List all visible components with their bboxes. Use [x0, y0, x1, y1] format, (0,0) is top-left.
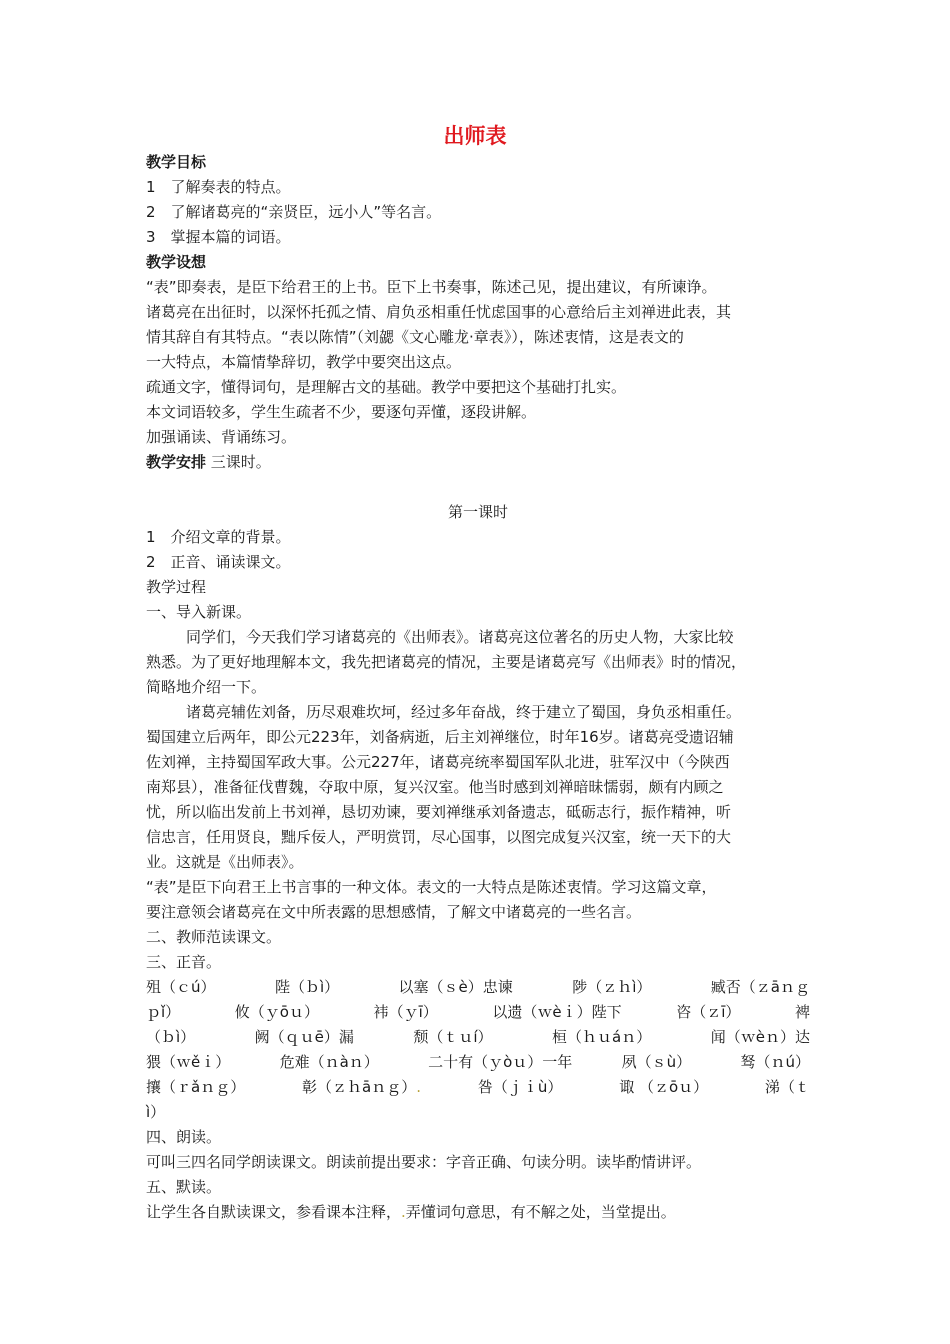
section-heading: 一、导入新课。 — [146, 603, 252, 621]
arrangement-text: 三课时。 — [206, 453, 271, 471]
document-body — [146, 150, 810, 1225]
pinyin-item: 诹 （ｚōｕ） — [619, 1078, 709, 1096]
intro-line: 简略地介绍一下。 — [146, 678, 267, 696]
design-line: “表”即奏表，是臣下给君王的上书。臣下上书奏事，陈述己见，提出建议，有所谏诤。 — [146, 278, 717, 296]
section-heading: 五、默读。 — [146, 1178, 222, 1196]
design-line: 疏通文字，懂得词句，是理解古文的基础。教学中要把这个基础打扎实。 — [146, 378, 627, 396]
spacer — [146, 475, 810, 500]
section-heading: 二、教师范读课文。 — [146, 928, 282, 946]
pinyin-item: 咎（ｊｉù） — [477, 1078, 563, 1096]
section-heading: 三、正音。 — [146, 953, 222, 971]
pinyin-item: 彰（ｚｈāｎｇ） — [302, 1078, 417, 1096]
design-line: 诸葛亮在出征时，以深怀托孤之情、肩负丞相重任忧虑国事的心意给后主刘禅进此表，其 — [146, 303, 732, 321]
pinyin-item: 咨（ｚī） — [676, 1003, 741, 1021]
background-line: 业。这就是《出师表》。 — [146, 853, 304, 871]
pinyin-item: 殂（ｃú） — [146, 978, 216, 996]
pinyin-item: （ｂì） — [146, 1028, 196, 1046]
goal-item: 3 掌握本篇的词语。 — [146, 228, 291, 246]
pinyin-item: 以塞（ｓè）忠谏 — [398, 978, 513, 996]
section-heading: 四、朗读。 — [146, 1128, 222, 1146]
pinyin-row — [146, 1075, 810, 1100]
pinyin-item: 颓（ｔｕí） — [413, 1028, 493, 1046]
silent-read-part: 弄懂词句意思，有不解之处，当堂提出。 — [405, 1203, 676, 1221]
background-line: 忧，所以临出发前上书刘禅，恳切劝谏，要刘禅继承刘备遗志，砥砺志行，振作精神，听 — [146, 803, 732, 821]
pinyin-item: 攘（ｒǎｎｇ） — [146, 1078, 246, 1096]
design-line: 情其辞自有其特点。“表以陈情”（刘勰《文心雕龙·章表》），陈述衷情，这是表文的 — [146, 328, 684, 346]
background-line: 佐刘禅，主持蜀国军政大事。公元227年，诸葛亮统率蜀国军队北进，驻军汉中（今陕西 — [146, 753, 730, 771]
pinyin-item: 阙（ｑｕē）漏 — [254, 1028, 354, 1046]
pinyin-item: 桓（ｈｕáｎ） — [552, 1028, 652, 1046]
lesson-goal: 1 介绍文章的背景。 — [146, 528, 291, 546]
goals-heading: 教学目标 — [146, 153, 207, 171]
background-line: 信忠言，任用贤良，黜斥佞人，严明赏罚，尽心国事，以图完成复兴汉室，统一天下的大 — [146, 828, 732, 846]
pinyin-row — [146, 1000, 810, 1025]
silent-read-line — [146, 1200, 810, 1225]
pinyin-item-with-dot — [302, 1075, 421, 1100]
goal-item: 1 了解奏表的特点。 — [146, 178, 291, 196]
pinyin-row — [146, 1050, 810, 1075]
pinyin-item: 驽（ｎú） — [740, 1053, 810, 1071]
intro-line: 熟悉。为了更好地理解本文，我先把诸葛亮的情况，主要是诸葛亮写《出师表》时的情况， — [146, 653, 747, 671]
stray-dot: . — [401, 1203, 406, 1221]
pinyin-item: 以遗（ｗèｉ）陛下 — [492, 1003, 622, 1021]
lesson-heading: 第一课时 — [447, 503, 508, 521]
pinyin-item: 夙（ｓù） — [621, 1053, 692, 1071]
biao-line: 要注意领会诸葛亮在文中所表露的思想感情，了解文中诸葛亮的一些名言。 — [146, 903, 642, 921]
pinyin-row — [146, 1025, 810, 1050]
biao-line: “表”是臣下向君王上书言事的一种文体。表文的一大特点是陈述衷情。学习这篇文章， — [146, 878, 717, 896]
pinyin-item: 涕（ｔ — [764, 1078, 810, 1096]
pinyin-item: 陛（ｂì） — [274, 978, 340, 996]
background-line: 蜀国建立后两年，即公元223年，刘备病逝，后主刘禅继位，时年16岁。诸葛亮受遗诏辅 — [146, 728, 734, 746]
pinyin-item: ì） — [146, 1103, 166, 1121]
design-line: 加强诵读、背诵练习。 — [146, 428, 297, 446]
pinyin-item: ｐǐ） — [146, 1003, 181, 1021]
silent-read-part: 让学生各自默读课文，参看课本注释， — [146, 1203, 402, 1221]
pinyin-item: 攸（ｙōｕ） — [234, 1003, 319, 1021]
pinyin-item: 猥（ｗěｉ） — [146, 1053, 231, 1071]
design-line: 本文词语较多，学生生疏者不少，要逐句弄懂，逐段讲解。 — [146, 403, 537, 421]
pinyin-item: 闻（ｗèｎ）达 — [710, 1028, 810, 1046]
stray-dot: . — [416, 1078, 422, 1096]
pinyin-row — [146, 975, 810, 1000]
pinyin-item: 臧否（ｚāｎｇ — [710, 978, 810, 996]
pinyin-item: 二十有（ｙòｕ）一年 — [428, 1053, 573, 1071]
read-line: 可叫三四名同学朗读课文。朗读前提出要求：字音正确、句读分明。读毕酌情讲评。 — [146, 1153, 702, 1171]
pinyin-item: 裨 — [794, 1003, 810, 1021]
design-line: 一大特点，本篇情挚辞切，教学中要突出这点。 — [146, 353, 462, 371]
arrangement-line — [146, 450, 810, 475]
design-heading: 教学设想 — [146, 253, 207, 271]
pinyin-item: 袆（ｙī） — [373, 1003, 438, 1021]
arrangement-heading: 教学安排 — [146, 453, 207, 471]
intro-line: 同学们，今天我们学习诸葛亮的《出师表》。诸葛亮这位著名的历史人物，大家比较 — [186, 628, 734, 646]
process-heading: 教学过程 — [146, 578, 207, 596]
lesson-goal: 2 正音、诵读课文。 — [146, 553, 291, 571]
pinyin-item: 危难（ｎàｎ） — [279, 1053, 379, 1071]
background-line: 南郑县），准备征伐曹魏，夺取中原，复兴汉室。他当时感到刘禅暗昧懦弱，颇有内顾之 — [146, 778, 724, 796]
pinyin-item: 陟（ｚｈì） — [572, 978, 652, 996]
background-line: 诸葛亮辅佐刘备，历尽艰难坎坷，经过多年奋战，终于建立了蜀国，身负丞相重任。 — [186, 703, 742, 721]
document-title: 出师表 — [443, 124, 507, 148]
goal-item: 2 了解诸葛亮的“亲贤臣，远小人”等名言。 — [146, 203, 442, 221]
